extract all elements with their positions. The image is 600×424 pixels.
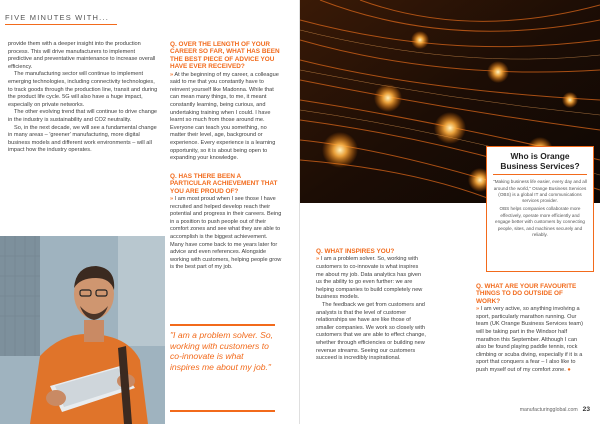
answer-outside-work: I am very active, so anything involving a sport, particularly marathon running. Our team (UK Orange Business Services team) will be taking part in the Windsor half marathon this September. Although I can also be found playing paddle tennis, rock climbing or scuba diving, especially if it is a sport that conquers a fear – I also like to push myself out of my comfort zone. xyxy=(476,306,583,373)
page-number: 23 xyxy=(582,406,590,413)
section-title-rule xyxy=(5,24,117,25)
left-paragraph-3: The other evolving trend that will continue to drive change in the industry is sustainability and CO2 neutrality. xyxy=(8,109,158,123)
left-paragraph-1: provide them with a deeper insight into the production process. This will drive manufacturers to implement predictive and preventative maintenance to increase overall efficiency. xyxy=(8,41,156,70)
company-info-box xyxy=(486,146,594,272)
answer-achievement: I am most proud when I see those I have recruited and helped develop reach their potential and progress in their careers. Being in a position to push people out of their comfort zones and see what they are able to accomplish is the biggest achievement. Many have come back to me years later for advice and even references. Alongside working with customers, helping people grow is the best part of my job. xyxy=(170,195,282,271)
left-column xyxy=(8,41,158,155)
outside-work-column xyxy=(476,283,588,375)
right-page xyxy=(300,0,600,424)
pull-quote: "I am a problem solver. So, working with customers to co-innovate is what inspires me about my job." xyxy=(170,330,274,372)
info-box-title: Who is Orange Business Services? xyxy=(500,151,580,171)
info-box-paragraph-1: "Making business life easier, every day and all around the world," Orange Business Services (OBS) is a global IT and communications services provider. xyxy=(493,179,587,204)
info-box-paragraph-2: OBS helps companies collaborate more effectively, operate more efficiently and engage better with customers by connecting people, sites, and machines securely and reliably. xyxy=(495,206,585,237)
section-title: FIVE MINUTES WITH... xyxy=(5,13,109,22)
answer-career-advice: At the beginning of my career, a colleague said to me that you constantly have to reinvent yourself like Madonna. While that can mean many things, to me, it meant constantly learning, being curious, and undertaking training when I could. I have learnt so much from those around me. Everyone can teach you something, no matter their level, age, background or experience. Every experience is a learning opportunity, so it is about being open to expanding your knowledge. xyxy=(170,71,279,162)
middle-column xyxy=(170,41,282,272)
inspires-column xyxy=(316,248,426,363)
pull-quote-box xyxy=(170,330,275,372)
double-chevron-icon: » xyxy=(316,256,320,263)
question-inspires: Q. WHAT INSPIRES YOU? xyxy=(316,248,395,255)
info-box-rule xyxy=(493,174,587,175)
double-chevron-icon: » xyxy=(476,306,480,313)
man-with-tablet-illustration xyxy=(0,236,165,424)
end-mark-icon: ● xyxy=(567,366,571,373)
double-chevron-icon: » xyxy=(170,71,174,78)
man-with-tablet-photo xyxy=(0,236,165,424)
quote-top-rule xyxy=(170,324,275,326)
left-paragraph-4: So, in the next decade, we will see a fundamental change in many areas – 'greener' manufacturing, more digital business models and different work environments – will all impact how the industry operates. xyxy=(8,124,157,154)
question-outside-work: Q. WHAT ARE YOUR FAVOURITE THINGS TO DO OUTSIDE OF WORK? xyxy=(476,283,577,305)
inspires-paragraph-2: The feedback we get from customers and analysts is that the level of customer relationships we have are like those of smaller companies. We work so closely with customers that we are able to effect change, whether through efficiencies or building new revenue streams. Seeing our customers succeed is incredibly inspirational. xyxy=(316,301,426,362)
double-chevron-icon: » xyxy=(170,195,174,202)
question-career-advice: Q. OVER THE LENGTH OF YOUR CAREER SO FAR, WHAT HAS BEEN THE BEST PIECE OF ADVICE YOU HAVE EVER RECEIVED? xyxy=(170,41,280,71)
answer-inspires: I am a problem solver. So, working with customers to co-innovate is what inspires me about my job. Data analytics has given us the ability to go even further: we are helping companies to build completely new business models. xyxy=(316,256,423,301)
quote-bottom-rule xyxy=(170,410,275,412)
question-achievement: Q. HAS THERE BEEN A PARTICULAR ACHIEVEMENT THAT YOU ARE PROUD OF? xyxy=(170,172,278,195)
left-paragraph-2: The manufacturing sector will continue to implement emerging technologies, including connectivity technologies, to track goods through the production line, transit and during the product life cycle. 5G will also have a huge impact, especially on private networks. xyxy=(8,71,158,108)
page-footer xyxy=(520,406,590,413)
footer-site: manufacturingglobal.com xyxy=(519,407,578,413)
